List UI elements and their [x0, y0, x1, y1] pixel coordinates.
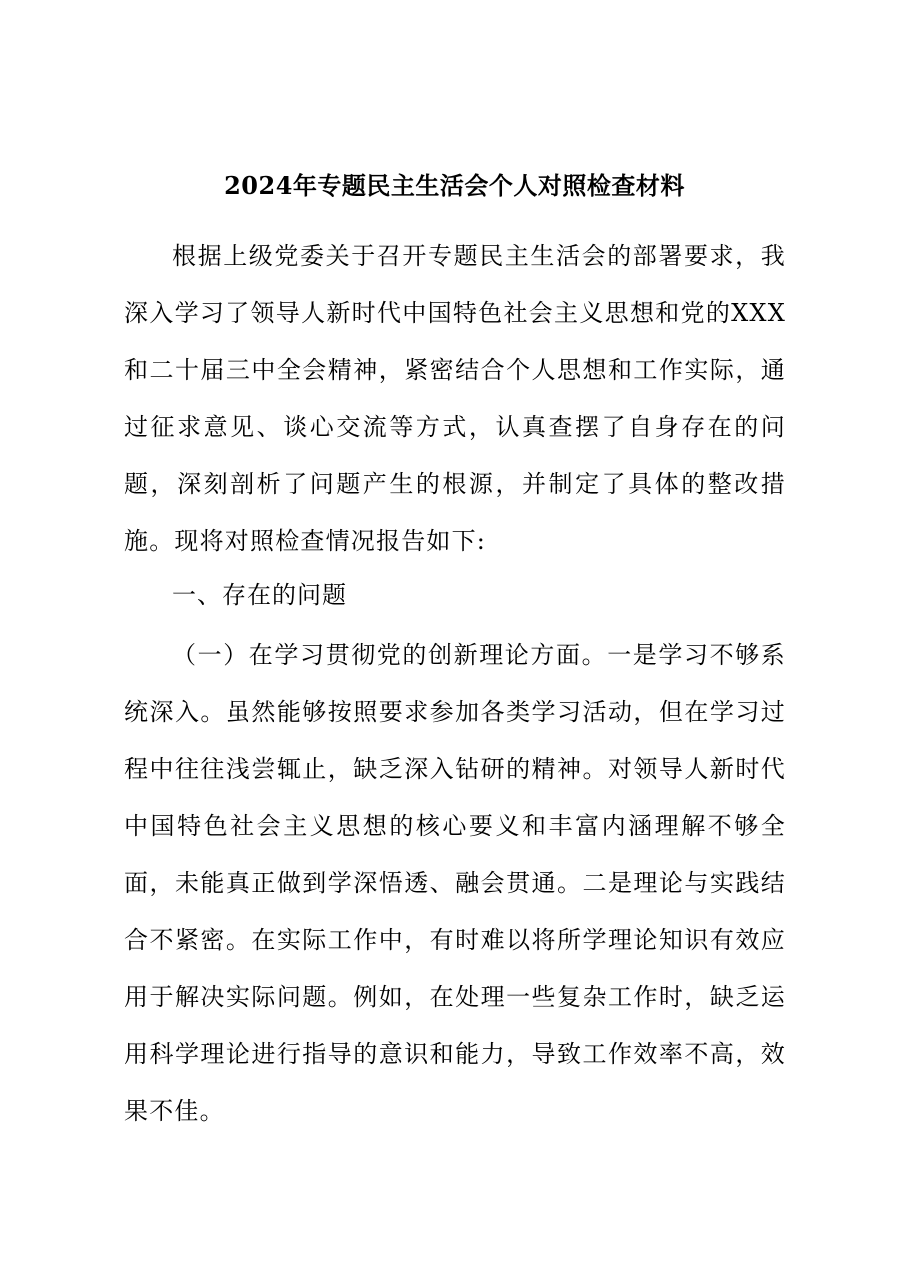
document-title: 2024年专题民主生活会个人对照检查材料	[224, 171, 685, 200]
section-paragraph: （一）在学习贯彻党的创新理论方面。一是学习不够系统深入。虽然能够按照要求参加各类学习活动，但在学习过程中往往浅尝辄止，缺乏深入钻研的精神。对领导人新时代中国特色社会主义思想的核心要义和丰富内涵理解不够全面，未能真正做到学深悟透、融会贯通。二是理论与实践结合不紧密。在实际工作中，有时难以将所学理论知识有效应用于解决实际问题。例如，在处理一些复杂工作时，缺乏运用科学理论进行指导的意识和能力，导致工作效率不高，效果不佳。	[124, 641, 786, 1125]
intro-paragraph: 根据上级党委关于召开专题民主生活会的部署要求，我深入学习了领导人新时代中国特色社会主义思想和党的XXX和二十届三中全会精神，紧密结合个人思想和工作实际，通过征求意见、谈心交流等方式，认真查摆了自身存在的问题，深刻剖析了问题产生的根源，并制定了具体的整改措施。现将对照检查情况报告如下:	[124, 242, 786, 555]
section-heading: 一、存在的问题	[172, 581, 347, 609]
